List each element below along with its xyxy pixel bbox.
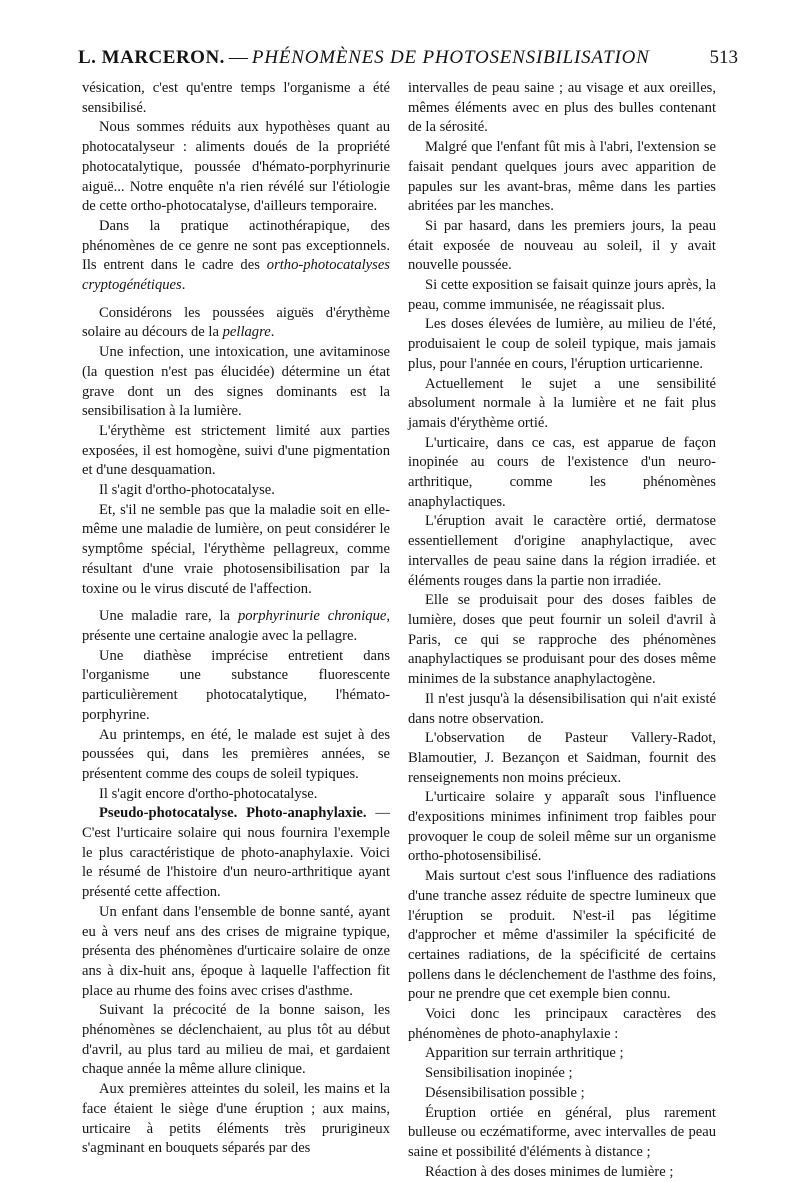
paragraph: Aux premières atteintes du soleil, les mains et la face étaient le siège d'une éruption ; aux mains, urticaire à petits éléments très prurigineux s'agminant en bouquets séparés par des	[82, 1081, 390, 1157]
paragraph: vésication, c'est qu'entre temps l'organisme a été sensibilisé.	[82, 80, 390, 116]
paragraph	[82, 804, 390, 903]
list-item: Désensibilisation possible ;	[425, 1084, 585, 1101]
paragraph: Et, s'il ne semble pas que la maladie soit en elle-même une maladie de lumière, on peut considérer le symptôme spécial, l'érythème pellagreux, comme résultant d'une vraie photosensibilisation par la toxine ou le virus discuté de l'affection.	[82, 501, 390, 597]
paragraph	[82, 304, 390, 343]
paragraph: L'urticaire solaire y apparaît sous l'influence d'expositions minimes infiniment trop faibles pour provoquer le coup de soleil même sur un organisme ortho-photosensibilisé.	[408, 789, 716, 865]
text-run: Une maladie rare, la	[99, 608, 238, 625]
paragraph: Il s'agit d'ortho-photocatalyse.	[99, 482, 275, 499]
paragraph: Au printemps, en été, le malade est sujet à des poussées qui, dans les premières années, se présentent comme des coups de soleil typiques.	[82, 726, 390, 782]
paragraph: Malgré que l'enfant fût mis à l'abri, l'extension se faisait pendant quelques jours avec apparition de papules sur les avant-bras, même dans les parties abritées par les manches.	[408, 139, 716, 215]
paragraph: Il n'est jusqu'à la désensibilisation qui n'ait existé dans notre observation.	[408, 690, 716, 727]
paragraph	[82, 607, 390, 646]
header-author: L. MARCERON.	[78, 47, 225, 68]
paragraph: L'urticaire, dans ce cas, est apparue de façon inopinée au cours de l'existence d'un neuro-arthritique, comme les phénomènes anaphylactiques.	[408, 434, 716, 510]
text-run: Dans la pratique actinothérapique, des phénomènes de ce genre ne sont pas exceptionnels. Ils entrent dans le cadre des	[82, 217, 390, 274]
italic-term: porphyrinurie chronique	[237, 608, 387, 625]
paragraph: L'éruption avait le caractère ortié, dermatose essentiellement d'origine anaphylactique, avec intervalles de peau saine dans la région irradiée. et éléments rouges dans la partie non irradiée.	[408, 513, 716, 589]
paragraph: Les doses élevées de lumière, au milieu de l'été, produisaient le coup de soleil typique, mais jamais plus, pour l'année en cours, l'éruption urticarienne.	[408, 316, 716, 372]
paragraph: intervalles de peau saine ; au visage et aux oreilles, mêmes éléments avec en plus des bulles contenant de la sérosité.	[408, 80, 716, 136]
paragraph: L'érythème est strictement limité aux parties exposées, il est homogène, suivi d'une pigmentation et d'une desquamation.	[82, 422, 390, 479]
text-run: .	[270, 324, 275, 341]
right-column	[408, 79, 716, 1182]
text-run: .	[181, 277, 186, 294]
paragraph: Une diathèse imprécise entretient dans l'organisme une substance fluorescente particulièrement photocatalytique, l'hémato-porphyrine.	[82, 647, 390, 723]
italic-term: ortho-photocatalyses cryptogénétiques	[82, 257, 390, 294]
paragraph: Si par hasard, dans les premiers jours, la peau était exposée de nouveau au soleil, il y avait nouvelle poussée.	[408, 217, 716, 274]
page-number: 513	[709, 47, 738, 68]
paragraph: Si cette exposition se faisait quinze jours après, la peau, comme immunisée, ne réagissait plus.	[408, 277, 716, 313]
paragraph: Suivant la précocité de la bonne saison, les phénomènes se déclenchaient, au plus tôt au début d'avril, au plus tard au milieu de mai, et gardaient chaque année la même allure clinique.	[82, 1002, 390, 1078]
paragraph: Il s'agit encore d'ortho-photocatalyse.	[99, 785, 318, 802]
header-dash: —	[228, 47, 248, 68]
paragraph	[82, 217, 390, 296]
section-heading: Pseudo-photocatalyse. Photo-anaphylaxie.	[99, 805, 367, 822]
list-item: Éruption ortiée en général, plus rarement bulleuse ou eczématiforme, avec intervalles de peau saine et possibilité d'éléments à distance ;	[408, 1104, 716, 1160]
text-run: — C'est l'urticaire solaire qui nous fournira l'exemple le plus caractéristique de photo-anaphylaxie. Voici le résumé de l'histoire d'un neuro-arthritique ayant présenté cette affection.	[82, 805, 390, 901]
left-column	[82, 79, 390, 1159]
header-title: PHÉNOMÈNES DE PHOTOSENSIBILISATION	[251, 47, 650, 68]
paragraph: Un enfant dans l'ensemble de bonne santé, ayant eu à vers neuf ans des crises de migraine typique, présenta des phénomènes d'urticaire solaire de onze ans à dix-huit ans, époque à laquelle l'affection fit place au rhume des foins avec crises d'asthme.	[82, 903, 390, 999]
paragraph: Une infection, une intoxication, une avitaminose (la question n'est pas élucidée) détermine un état grave dont un des signes dominants est la sensibilisation à la lumière.	[82, 344, 390, 420]
italic-term: pellagre	[222, 324, 271, 341]
text-run: Considérons les poussées aiguës d'érythème solaire au décours de la	[82, 304, 390, 341]
running-header	[78, 44, 738, 72]
list-item: Sensibilisation inopinée ;	[425, 1065, 573, 1082]
list-item: Apparition sur terrain arthritique ;	[425, 1045, 624, 1062]
text-run: , présente une certaine analogie avec la pellagre.	[82, 608, 391, 644]
paragraph: Nous sommes réduits aux hypothèses quant au photocatalyseur : aliments doués de la propriété photocatalytique, poussée d'hémato-porphyrinurie aiguë... Notre enquête n'a rien révélé sur l'étiologie de cette ortho-photocatalyse, d'ailleurs temporaire.	[82, 119, 390, 215]
paragraph: Mais surtout c'est sous l'influence des radiations d'une tranche assez réduite de spectre lumineux que l'éruption se produit. N'est-il pas légitime d'approcher et même d'assimiler la spécificité de certaines radiations, de la spécificité de certains pollens dans le déclenchement de l'asthme des foins, pour ne prendre que cet exemple bien connu.	[408, 868, 716, 1003]
list-item: Réaction à des doses minimes de lumière ;	[425, 1163, 674, 1180]
paragraph: Elle se produisait pour des doses faibles de lumière, doses que peut fournir un soleil d'avril à Paris, ce qui se rapproche des phénomènes anaphylactiques se produisant pour des doses même minimes de la substance anaphylactogène.	[408, 592, 716, 688]
paragraph: Voici donc les principaux caractères des phénomènes de photo-anaphylaxie :	[408, 1006, 716, 1042]
paragraph: Actuellement le sujet a une sensibilité absolument normale à la lumière et ne fait plus jamais d'érythème ortié.	[408, 375, 716, 431]
paragraph: L'observation de Pasteur Vallery-Radot, Blamoutier, J. Bezançon et Saidman, fournit des renseignements non moins précieux.	[408, 730, 716, 786]
